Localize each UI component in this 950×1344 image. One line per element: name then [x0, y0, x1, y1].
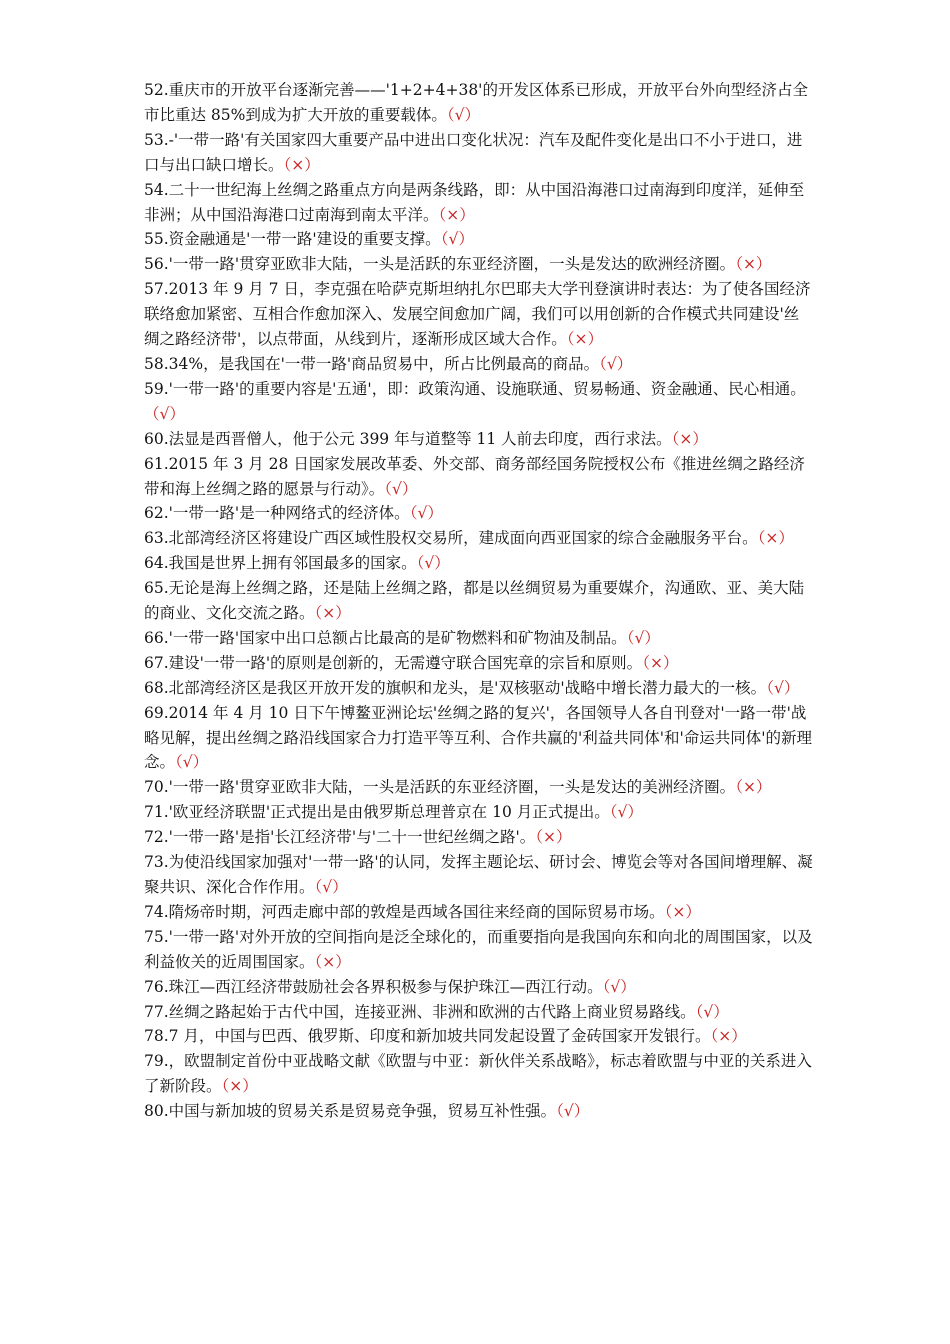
question-item	[144, 800, 814, 825]
answer-mark: （×）	[438, 205, 475, 224]
question-text: 67.建设'一带一路'的原则是创新的，无需遵守联合国宪章的宗旨和原则。	[144, 653, 643, 672]
question-item	[144, 277, 814, 352]
question-item	[144, 626, 814, 651]
question-text: 53.-'一带一路'有关国家四大重要产品中进出口变化状况：汽车及配件变化是出口不小于进口，进口与出口缺口增长。	[144, 130, 803, 174]
question-text: 69.2014 年 4 月 10 日下午博鳌亚洲论坛'丝绸之路的复兴'，各国领导人各自刊登对'一路一带'战略见解，提出丝绸之路沿线国家合力打造平等互利、合作共赢的'利益共同体'和'命运共同体'的新理念。	[144, 703, 813, 772]
question-item	[144, 825, 814, 850]
question-text: 63.北部湾经济区将建设广西区域性股权交易所，建成面向西亚国家的综合金融服务平台。	[144, 529, 758, 548]
answer-mark: （√）	[416, 554, 450, 573]
question-item	[144, 576, 814, 626]
question-item	[144, 975, 814, 1000]
question-item	[144, 701, 814, 776]
answer-mark: （√）	[556, 1102, 590, 1121]
question-item	[144, 452, 814, 502]
answer-mark: （×）	[642, 653, 679, 672]
answer-mark: （√）	[602, 977, 636, 996]
document-page	[144, 78, 814, 1124]
answer-mark: （×）	[566, 330, 604, 349]
question-item	[144, 651, 814, 676]
question-text: 64.我国是世界上拥有邻国最多的国家。	[144, 554, 417, 573]
answer-mark: （×）	[283, 155, 320, 174]
question-text: 78.7 月，中国与巴西、俄罗斯、印度和新加坡共同发起设置了金砖国家开发银行。	[144, 1027, 711, 1046]
question-item	[144, 775, 814, 800]
question-text: 72.'一带一路'是指'长江经济带'与'二十一世纪丝绸之路'。	[144, 828, 536, 847]
answer-mark: （√）	[314, 878, 348, 896]
answer-mark: （√）	[626, 628, 660, 647]
answer-mark: （√）	[695, 1002, 729, 1021]
answer-mark: （√）	[409, 504, 443, 523]
answer-mark: （√）	[446, 105, 481, 124]
question-item	[144, 526, 814, 551]
question-item	[144, 850, 814, 900]
question-list	[144, 78, 814, 1124]
question-item	[144, 900, 814, 925]
question-item	[144, 1099, 814, 1124]
question-item	[144, 1049, 814, 1099]
answer-mark: （√）	[609, 803, 643, 822]
question-item	[144, 227, 814, 252]
question-item	[144, 1000, 814, 1025]
answer-mark: （×）	[710, 1027, 747, 1046]
answer-mark: （×）	[535, 828, 572, 847]
question-text: 54.二十一世纪海上丝绸之路重点方向是两条线路，即：从中国沿海港口过南海到印度洋，延伸至非洲；从中国沿海港口过南海到南太平洋。	[144, 180, 805, 224]
answer-mark: （√）	[766, 678, 800, 697]
question-text: 59.'一带一路'的重要内容是'五通'，即：政策沟通、设施联通、贸易畅通、资金融通、民心相通。	[144, 379, 806, 398]
question-text: 58.34%，是我国在'一带一路'商品贸易中，所占比例最高的商品。	[144, 354, 600, 373]
question-text: 76.珠江—西江经济带鼓励社会各界积极参与保护珠江—西江行动。	[144, 977, 603, 996]
answer-mark: （×）	[757, 529, 794, 548]
question-text: 73.为使沿线国家加强对'一带一路'的认同，发挥主题论坛、研讨会、博览会等对各国间增理解、凝聚共识、深化合作作用。	[144, 853, 813, 896]
question-text: 75.'一带一路'对外开放的空间指向是泛全球化的，而重要指向是我国向东和向北的周围国家，以及利益攸关的近周围国家。	[144, 927, 813, 971]
question-text: 66.'一带一路'国家中出口总额占比最高的是矿物燃料和矿物油及制品。	[144, 628, 627, 647]
question-text: 80.中国与新加坡的贸易关系是贸易竞争强，贸易互补性强。	[144, 1102, 557, 1121]
answer-mark: （×）	[664, 902, 701, 921]
answer-mark: （√）	[599, 354, 633, 373]
question-item	[144, 676, 814, 701]
question-text: 68.北部湾经济区是我区开放开发的旗帜和龙头，是'双核驱动'战略中增长潜力最大的一核。	[144, 678, 767, 697]
answer-mark: （×）	[671, 429, 708, 448]
question-item	[144, 925, 814, 975]
question-item	[144, 427, 814, 452]
question-item	[144, 377, 814, 427]
question-text: 62.'一带一路'是一种网络式的经济体。	[144, 504, 410, 523]
question-item	[144, 501, 814, 526]
question-item	[144, 252, 814, 277]
answer-mark: （√）	[144, 404, 185, 423]
question-text: 71.'欧亚经济联盟'正式提出是由俄罗斯总理普京在 10 月正式提出。	[144, 803, 610, 822]
question-text: 70.'一带一路'贯穿亚欧非大陆，一头是活跃的东亚经济圈，一头是发达的美洲经济圈。	[144, 778, 736, 797]
question-text: 56.'一带一路'贯穿亚欧非大陆，一头是活跃的东亚经济圈，一头是发达的欧洲经济圈。	[144, 255, 736, 274]
answer-mark: （×）	[221, 1077, 258, 1096]
question-item	[144, 178, 814, 228]
question-item	[144, 1024, 814, 1049]
question-text: 57.2013 年 9 月 7 日，李克强在哈萨克斯坦纳扎尔巴耶夫大学刊登演讲时表达：为了使各国经济联络愈加紧密、互相合作愈加深入、发展空间愈加广阔，我们可以用创新的合作模式共同建设'丝绸之路经济带'，以点带面，从线到片，逐渐形成区域大合作。	[144, 280, 811, 349]
question-item	[144, 128, 814, 178]
question-text: 60.法显是西晋僧人，他于公元 399 年与道整等 11 人前去印度，西行求法。	[144, 429, 672, 448]
answer-mark: （×）	[735, 255, 772, 274]
question-text: 55.资金融通是'一带一路'建设的重要支撑。	[144, 230, 441, 249]
question-text: 61.2015 年 3 月 28 日国家发展改革委、外交部、商务部经国务院授权公布《推进丝绸之路经济带和海上丝绸之路的愿景与行动》。	[144, 454, 805, 498]
question-text: 74.隋炀帝时期，河西走廊中部的敦煌是西域各国往来经商的国际贸易市场。	[144, 902, 665, 921]
question-text: 77.丝绸之路起始于古代中国，连接亚洲、非洲和欧洲的古代路上商业贸易路线。	[144, 1002, 696, 1021]
question-text: 65.无论是海上丝绸之路，还是陆上丝绸之路，都是以丝绸贸易为重要媒介，沟通欧、亚、美大陆的商业、文化交流之路。	[144, 579, 805, 623]
answer-mark: （√）	[384, 479, 418, 498]
answer-mark: （√）	[175, 753, 209, 772]
question-text: 52.重庆市的开放平台逐渐完善——'1+2+4+38'的开发区体系已形成，开放平台外向型经济占全市比重达 85%到成为扩大开放的重要载体。	[144, 81, 808, 124]
answer-mark: （×）	[314, 604, 351, 623]
answer-mark: （×）	[735, 778, 772, 797]
question-item	[144, 551, 814, 576]
answer-mark: （×）	[314, 952, 351, 971]
question-text: 79.，欧盟制定首份中亚战略文献《欧盟与中亚：新伙伴关系战略》，标志着欧盟与中亚的关系进入了新阶段。	[144, 1052, 812, 1096]
question-item	[144, 352, 814, 377]
question-item	[144, 78, 814, 128]
answer-mark: （√）	[440, 230, 474, 249]
